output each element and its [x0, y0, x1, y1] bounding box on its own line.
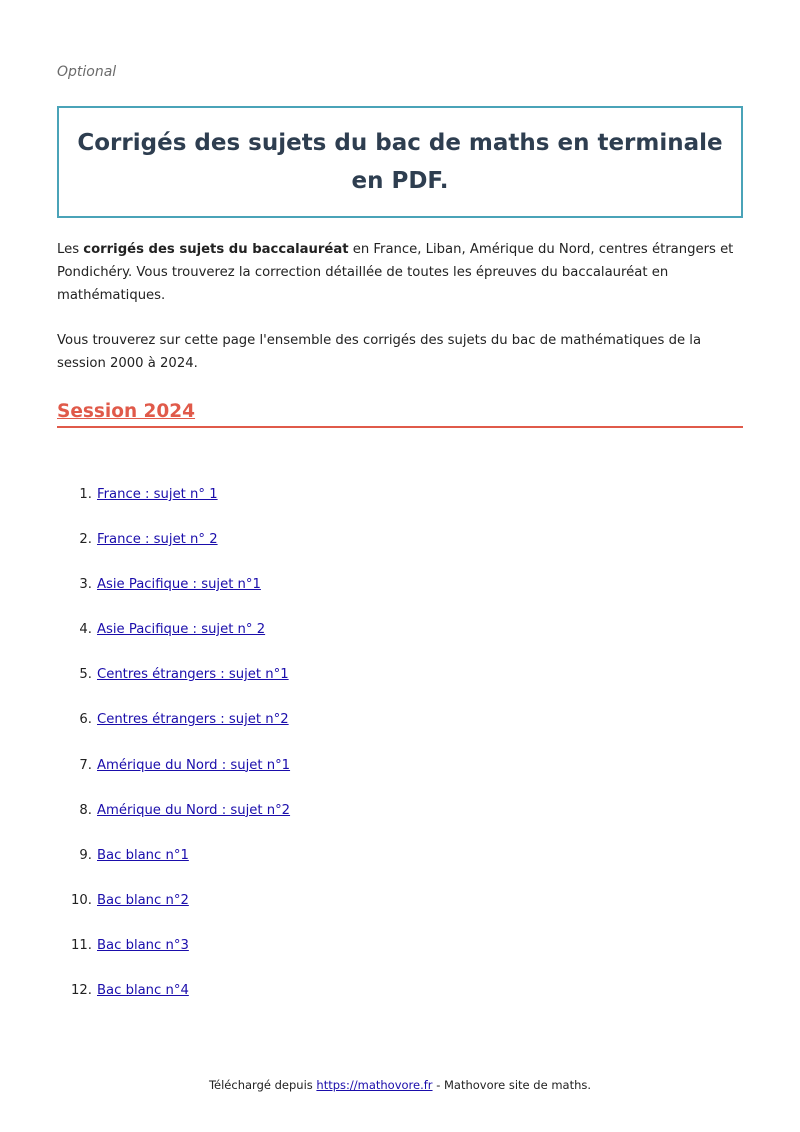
session-heading [57, 395, 743, 428]
list-item-number: 2. [79, 532, 92, 548]
footer-text-after: - Mathovore site de maths. [432, 1078, 592, 1092]
footer-text-before: Téléchargé depuis [208, 1078, 317, 1092]
list-item [0, 979, 800, 1024]
sujet-link[interactable]: Asie Pacifique : sujet n°1 [97, 577, 261, 593]
title-box [57, 106, 743, 218]
list-item-number: 4. [79, 622, 92, 638]
list-item-number: 5. [79, 667, 92, 683]
list-item-number: 3. [79, 577, 92, 593]
list-item [0, 483, 800, 528]
sujet-link[interactable]: France : sujet n° 2 [97, 532, 218, 548]
list-item-number: 9. [79, 847, 92, 863]
optional-label: Optional [57, 64, 117, 80]
list-item [0, 573, 800, 618]
list-item [0, 754, 800, 799]
sujet-link[interactable]: Amérique du Nord : sujet n°1 [97, 757, 291, 773]
intro-bold-text: corrigés des sujets du baccalauréat [83, 242, 349, 257]
sujet-link[interactable]: Bac blanc n°1 [97, 847, 189, 863]
sujets-list [0, 483, 800, 1024]
list-item-number: 12. [71, 983, 92, 999]
list-item [0, 799, 800, 844]
intro-paragraph-2: Vous trouverez sur cette page l'ensemble des corrigés des sujets du bac de mathématiques de la session 2000 à 2024. [57, 333, 702, 371]
list-item-number: 10. [71, 892, 92, 908]
list-item-number: 8. [79, 802, 92, 818]
list-item [0, 663, 800, 708]
list-item [0, 618, 800, 663]
footer-site-link[interactable]: https://mathovore.fr [316, 1078, 433, 1092]
list-item-number: 1. [79, 487, 92, 502]
intro-text-before: Les [57, 242, 84, 257]
list-item-number: 6. [79, 712, 92, 728]
list-item [0, 934, 800, 979]
sujet-link[interactable]: Bac blanc n°2 [97, 892, 189, 908]
session-heading-link[interactable]: Session 2024 [57, 401, 196, 422]
list-item [0, 844, 800, 889]
list-item-number: 11. [71, 937, 92, 953]
sujet-link[interactable]: France : sujet n° 1 [97, 487, 218, 502]
list-item [0, 708, 800, 753]
sujet-link[interactable]: Centres étrangers : sujet n°1 [97, 667, 289, 683]
intro-paragraph-1 [57, 238, 747, 307]
sujet-link[interactable]: Bac blanc n°4 [97, 983, 189, 999]
list-item [0, 889, 800, 934]
footer [0, 1078, 800, 1092]
sujet-link[interactable]: Centres étrangers : sujet n°2 [97, 712, 289, 728]
intro-text-after: en France, Liban, Amérique du Nord, centres étrangers et Pondichéry. Vous trouverez la correction détaillée de toutes les épreuves du baccalauréat en mathématiques. [57, 242, 734, 303]
list-item-number: 7. [79, 757, 92, 773]
sujet-link[interactable]: Amérique du Nord : sujet n°2 [97, 802, 291, 818]
sujet-link[interactable]: Bac blanc n°3 [97, 937, 189, 953]
list-item [0, 528, 800, 573]
page-title: Corrigés des sujets du bac de maths en terminale en PDF. [77, 130, 723, 194]
sujet-link[interactable]: Asie Pacifique : sujet n° 2 [97, 622, 266, 638]
